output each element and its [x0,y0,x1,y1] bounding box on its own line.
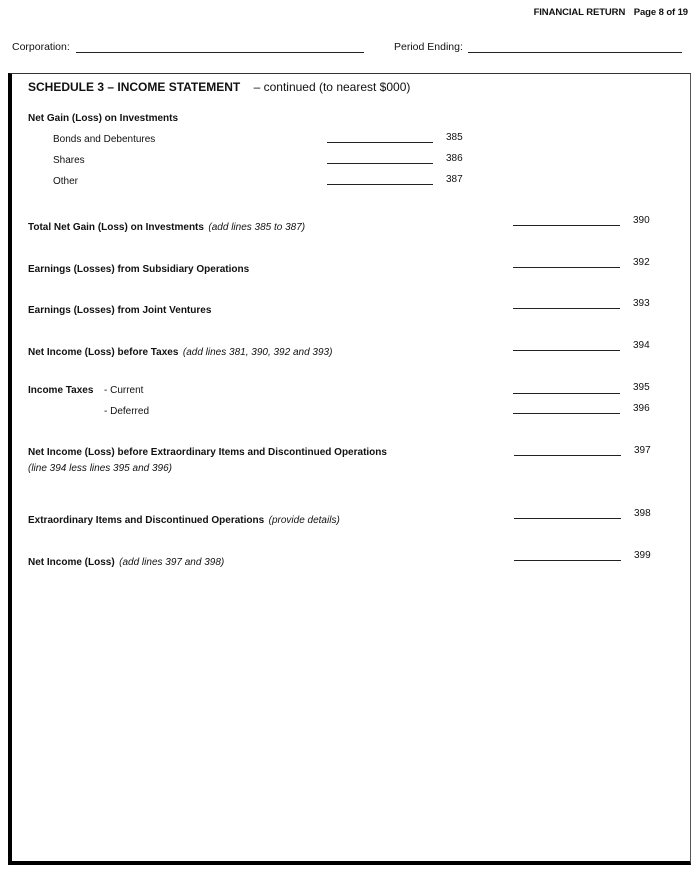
line-code-387: 387 [446,174,463,185]
subsidiary-earnings-label: Earnings (Losses) from Subsidiary Operations [28,264,250,275]
income-taxes-current-label: - Current [104,385,144,396]
input-line-396[interactable] [513,413,620,414]
line-code-396: 396 [633,403,650,414]
before-extraordinary-note: (line 394 less lines 395 and 396) [28,463,172,474]
bonds-input-line-385[interactable] [327,142,433,143]
total-net-gain-label: Total Net Gain (Loss) on Investments [28,222,204,233]
schedule-title-main: SCHEDULE 3 – INCOME STATEMENT [28,80,241,94]
input-line-393[interactable] [513,308,620,309]
period-ending-label: Period Ending: [394,41,463,53]
line-code-399: 399 [634,550,651,561]
line-code-398: 398 [634,508,651,519]
line-code-392: 392 [633,257,650,268]
input-line-392[interactable] [513,267,620,268]
net-income-note: (add lines 397 and 398) [119,557,225,568]
subsidiary-earnings-row [28,259,249,277]
income-before-taxes-note: (add lines 381, 390, 392 and 393) [182,347,333,358]
line-code-386: 386 [446,153,463,164]
total-net-gain-note: (add lines 385 to 387) [208,222,306,233]
extraordinary-row [28,510,340,528]
line-code-397: 397 [634,445,651,456]
net-gain-heading: Net Gain (Loss) on Investments [28,113,179,124]
total-net-gain-row [28,217,305,235]
input-line-390[interactable] [513,225,620,226]
line-code-390: 390 [633,215,650,226]
line-code-385: 385 [446,132,463,143]
extraordinary-label: Extraordinary Items and Discontinued Operations [28,515,265,526]
extraordinary-note: (provide details) [268,515,340,526]
net-income-label: Net Income (Loss) [28,557,115,568]
before-extraordinary-label: Net Income (Loss) before Extraordinary Items and Discontinued Operations [28,447,387,458]
input-line-395[interactable] [513,393,620,394]
income-before-taxes-label: Net Income (Loss) before Taxes [28,347,179,358]
schedule-title [28,80,410,94]
bonds-label: Bonds and Debentures [53,134,156,145]
joint-ventures-label: Earnings (Losses) from Joint Ventures [28,305,212,316]
input-line-397[interactable] [514,455,621,456]
page-header [534,7,688,18]
corporation-field[interactable] [76,52,364,53]
income-before-taxes-row [28,342,332,360]
income-taxes-deferred-label: - Deferred [104,406,150,417]
schedule-subtitle: – continued (to nearest $000) [253,80,411,94]
input-line-394[interactable] [513,350,620,351]
period-ending-field[interactable] [468,52,682,53]
line-code-393: 393 [633,298,650,309]
input-line-398[interactable] [514,518,621,519]
input-line-399[interactable] [514,560,621,561]
income-taxes-label: Income Taxes [28,385,94,396]
shares-label: Shares [53,155,85,166]
page-number: Page 8 of 19 [633,7,688,18]
form-name: FINANCIAL RETURN [533,7,626,18]
other-label: Other [53,176,79,187]
corporation-label: Corporation: [12,41,70,53]
other-input-line-387[interactable] [327,184,433,185]
shares-input-line-386[interactable] [327,163,433,164]
line-code-395: 395 [633,382,650,393]
joint-ventures-row [28,300,211,318]
net-income-row [28,552,224,570]
line-code-394: 394 [633,340,650,351]
